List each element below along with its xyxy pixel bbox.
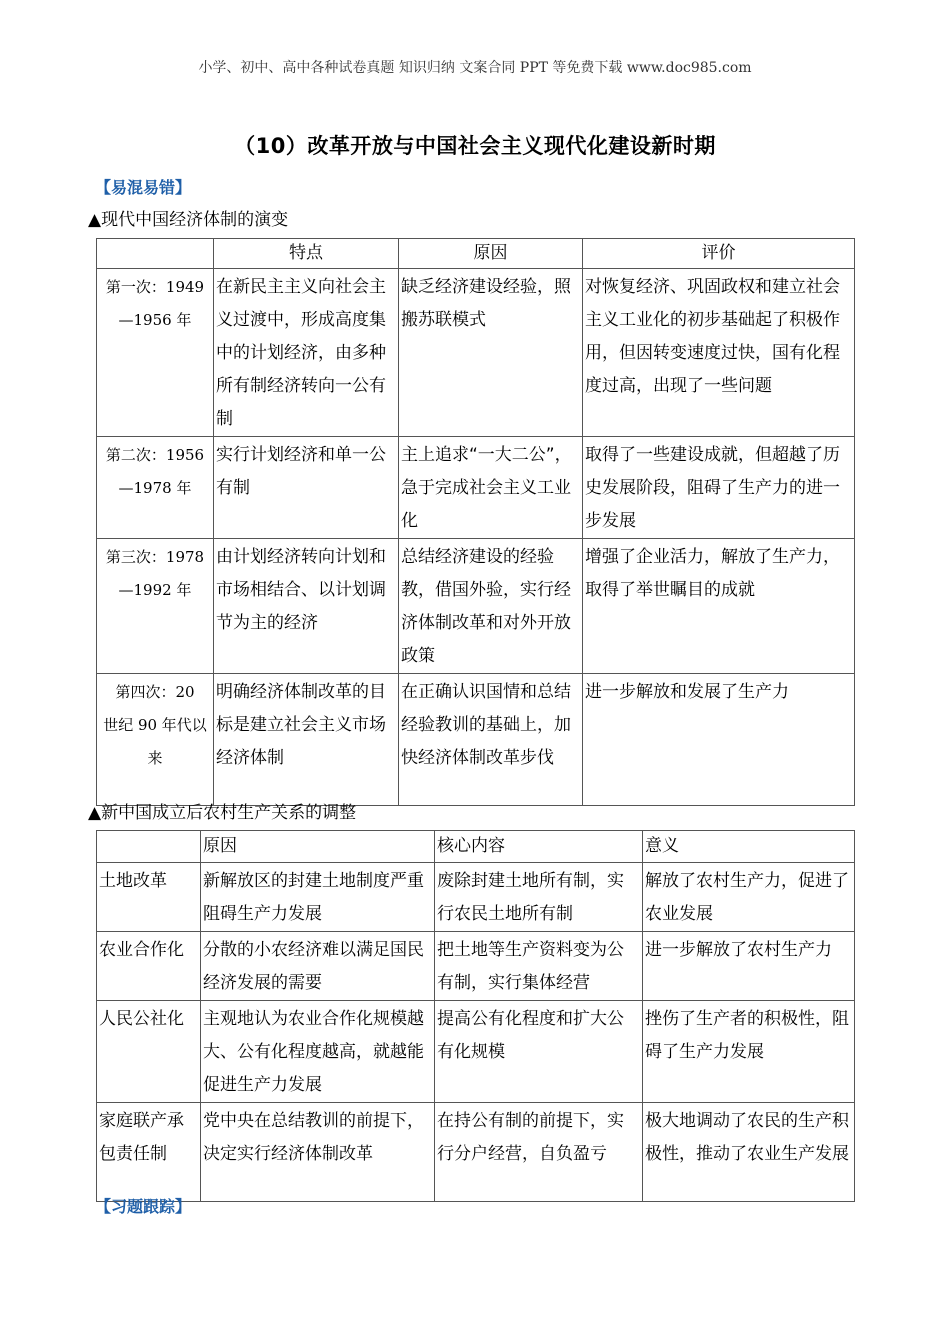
header-cell-reason: 原因 bbox=[201, 831, 435, 863]
period-start: 第一次：1949 bbox=[105, 278, 205, 296]
section-label-exercises: 【习题跟踪】 bbox=[95, 1197, 192, 1216]
period-cell bbox=[97, 437, 214, 539]
period-end: —1956 年 bbox=[118, 311, 192, 329]
reason-cell: 党中央在总结教训的前提下，决定实行经济体制改革 bbox=[201, 1103, 435, 1202]
table-row bbox=[97, 437, 855, 539]
reason-cell: 总结经济建设的经验教，借国外验，实行经济体制改革和对外开放政策 bbox=[399, 539, 583, 674]
reason-cell: 主观地认为农业合作化规模越大、公有化程度越高，就越能促进生产力发展 bbox=[201, 1001, 435, 1103]
content-cell: 在持公有制的前提下，实行分户经营，自负盈亏 bbox=[435, 1103, 643, 1202]
table-row bbox=[97, 539, 855, 674]
feature-cell: 由计划经济转向计划和市场相结合、以计划调节为主的经济 bbox=[214, 539, 399, 674]
period-cell bbox=[97, 269, 214, 437]
content-cell: 废除封建土地所有制，实行农民土地所有制 bbox=[435, 863, 643, 932]
reason-cell: 主上追求“一大二公”，急于完成社会主义工业化 bbox=[399, 437, 583, 539]
table-row bbox=[97, 674, 855, 806]
economic-system-table bbox=[96, 238, 855, 806]
feature-cell: 实行计划经济和单一公有制 bbox=[214, 437, 399, 539]
period-start: 第二次：1956 bbox=[105, 446, 205, 464]
content-cell: 提高公有化程度和扩大公有化规模 bbox=[435, 1001, 643, 1103]
evaluation-cell: 对恢复经济、巩固政权和建立社会主义工业化的初步基础起了积极作用，但因转变速度过快，国有化程度过高，出现了一些问题 bbox=[583, 269, 855, 437]
policy-name-cell: 土地改革 bbox=[97, 863, 201, 932]
header-cell-reason: 原因 bbox=[399, 239, 583, 269]
table-row bbox=[97, 1001, 855, 1103]
policy-name-cell: 农业合作化 bbox=[97, 932, 201, 1001]
period-end: —1978 年 bbox=[118, 479, 192, 497]
policy-name-cell: 人民公社化 bbox=[97, 1001, 201, 1103]
significance-cell: 进一步解放了农村生产力 bbox=[643, 932, 855, 1001]
feature-cell: 明确经济体制改革的目标是建立社会主义市场经济体制 bbox=[214, 674, 399, 806]
policy-name-cell: 家庭联产承包责任制 bbox=[97, 1103, 201, 1202]
page-header: 小学、初中、高中各种试卷真题 知识归纳 文案合同 PPT 等免费下载 www.doc985.com bbox=[198, 60, 752, 76]
evaluation-cell: 进一步解放和发展了生产力 bbox=[583, 674, 855, 806]
table-row bbox=[97, 863, 855, 932]
period-end: —1992 年 bbox=[118, 581, 192, 599]
reason-cell: 在正确认识国情和总结经验教训的基础上，加快经济体制改革步伐 bbox=[399, 674, 583, 806]
period-end: 世纪 90 年代以来 bbox=[103, 716, 207, 767]
period-cell bbox=[97, 539, 214, 674]
table-header-row bbox=[97, 239, 855, 269]
significance-cell: 挫伤了生产者的积极性，阻碍了生产力发展 bbox=[643, 1001, 855, 1103]
header-cell-content: 核心内容 bbox=[435, 831, 643, 863]
section-label-errors: 【易混易错】 bbox=[95, 178, 192, 197]
period-start: 第四次：20 bbox=[115, 683, 195, 701]
table-row bbox=[97, 932, 855, 1001]
reason-cell: 新解放区的封建土地制度严重阻碍生产力发展 bbox=[201, 863, 435, 932]
reason-cell: 缺乏经济建设经验，照搬苏联模式 bbox=[399, 269, 583, 437]
reason-cell: 分散的小农经济难以满足国民经济发展的需要 bbox=[201, 932, 435, 1001]
period-start: 第三次：1978 bbox=[105, 548, 205, 566]
evaluation-cell: 增强了企业活力，解放了生产力，取得了举世瞩目的成就 bbox=[583, 539, 855, 674]
feature-cell: 在新民主主义向社会主义过渡中，形成高度集中的计划经济，由多种所有制经济转向一公有制 bbox=[214, 269, 399, 437]
content-cell: 把土地等生产资料变为公有制，实行集体经营 bbox=[435, 932, 643, 1001]
table1-caption: ▲现代中国经济体制的演变 bbox=[88, 210, 289, 230]
document-title: （10）改革开放与中国社会主义现代化建设新时期 bbox=[234, 134, 716, 158]
header-cell-empty bbox=[97, 239, 214, 269]
header-cell-empty bbox=[97, 831, 201, 863]
rural-relations-table bbox=[96, 830, 855, 1202]
table2-caption: ▲新中国成立后农村生产关系的调整 bbox=[88, 803, 357, 823]
period-cell bbox=[97, 674, 214, 806]
significance-cell: 解放了农村生产力，促进了农业发展 bbox=[643, 863, 855, 932]
header-cell-evaluation: 评价 bbox=[583, 239, 855, 269]
header-cell-feature: 特点 bbox=[214, 239, 399, 269]
table-row bbox=[97, 269, 855, 437]
evaluation-cell: 取得了一些建设成就，但超越了历史发展阶段，阻碍了生产力的进一步发展 bbox=[583, 437, 855, 539]
significance-cell: 极大地调动了农民的生产积极性，推动了农业生产发展 bbox=[643, 1103, 855, 1202]
table-header-row bbox=[97, 831, 855, 863]
table-row bbox=[97, 1103, 855, 1202]
header-cell-significance: 意义 bbox=[643, 831, 855, 863]
